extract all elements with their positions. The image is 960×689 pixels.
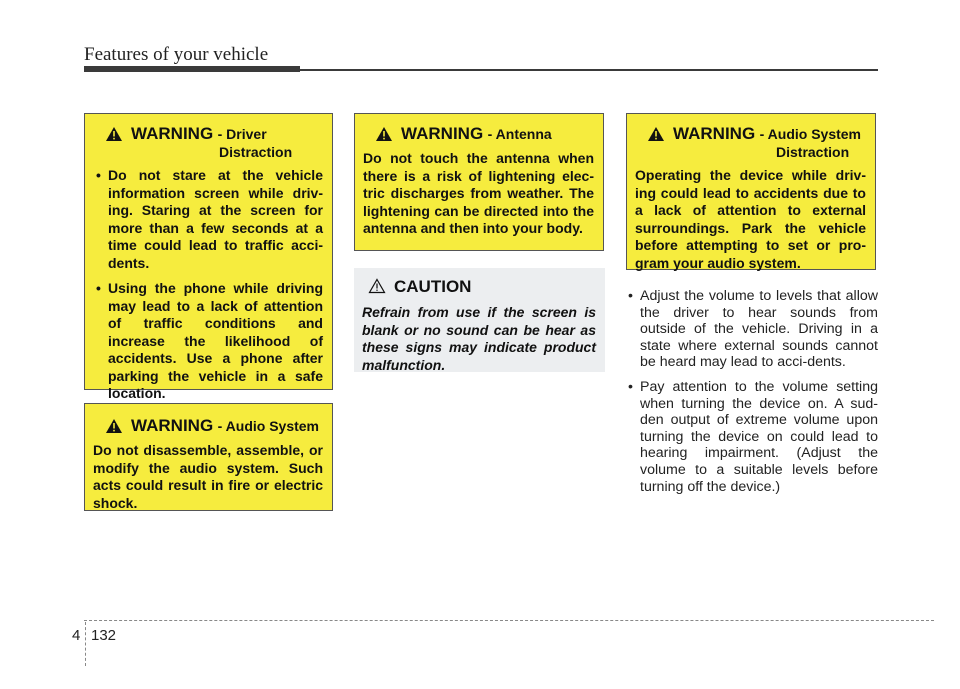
footer-divider [85,622,86,666]
warning-box-antenna [354,113,604,251]
warning-body: Operating the device while driv-ing could lead to accidents due to a lack of attention to external surroundings. Park the vehicle before attempting to set or pro-gram your audio system. [635,167,866,271]
warning-triangle-icon [105,126,123,142]
page-header-title: Features of your vehicle [84,44,269,65]
warning-body [93,167,323,403]
caution-body: Refrain from use if the screen is blank or no sound can be hear as these signs may indicate product malfunction. [362,304,596,373]
header-rule-thin [300,69,878,71]
warning-body: Do not touch the antenna when there is a risk of lightening elec-tric discharges from weather. The lightening can be directed into the antenna and then into your body. [363,150,594,236]
warning-label: WARNING [401,124,484,143]
warning-triangle-icon [647,126,665,142]
warning-heading [647,124,866,160]
caution-triangle-icon [368,278,386,294]
warning-box-audio-distraction [626,113,876,270]
warning-triangle-icon [105,418,123,434]
warning-triangle-icon [375,126,393,142]
caution-box [354,268,605,372]
page-number: 132 [91,627,117,644]
caution-heading [368,277,596,297]
warning-subtitle-line2: Distraction [776,144,850,160]
warning-subtitle: - Audio System [217,418,320,434]
warning-list-item: • Do not stare at the vehicle information screen while driv-ing. Staring at the screen for more than a few seconds at a time could lead to traffic acci-dents. [93,167,323,272]
warning-label: WARNING [131,416,214,435]
warning-body: Do not disassemble, assemble, or modify the audio system. Such acts could result in fire or electric shock. [93,442,323,511]
warning-heading [105,124,323,160]
page-section-number: 4 [72,627,81,644]
text-list-item: • Adjust the volume to levels that allow the driver to hear sounds from outside of the vehicle. Driving in a state where external sounds cannot be heard may lead to acci-dents. [626,288,878,371]
warning-subtitle: - Antenna [487,126,552,142]
warning-box-driver-distraction [84,113,333,401]
header-rule-thick [84,66,300,72]
warning-list-item: • Using the phone while driving may lead to a lack of attention of traffic conditions and increase the likelihood of accidents. Use a phone after parking the vehicle in a safe location. [93,280,323,403]
caution-label: CAUTION [394,277,472,296]
warning-subtitle: - Driver [217,126,267,142]
warning-heading [105,416,323,436]
text-list-item: • Pay attention to the volume setting when turning the device on. A sud-den output of extreme volume upon turning the device on could lead to hearing impairment. (Adjust the volume to a suitable levels before turning off the device.) [626,379,878,495]
warning-box-audio-system [84,403,333,511]
warning-subtitle: - Audio System [759,126,862,142]
footer-rule [84,620,934,621]
warning-label: WARNING [131,124,214,143]
warning-subtitle-line2: Distraction [219,144,293,160]
warning-heading [375,124,594,144]
warning-label: WARNING [673,124,756,143]
volume-guidance-text [626,288,878,503]
